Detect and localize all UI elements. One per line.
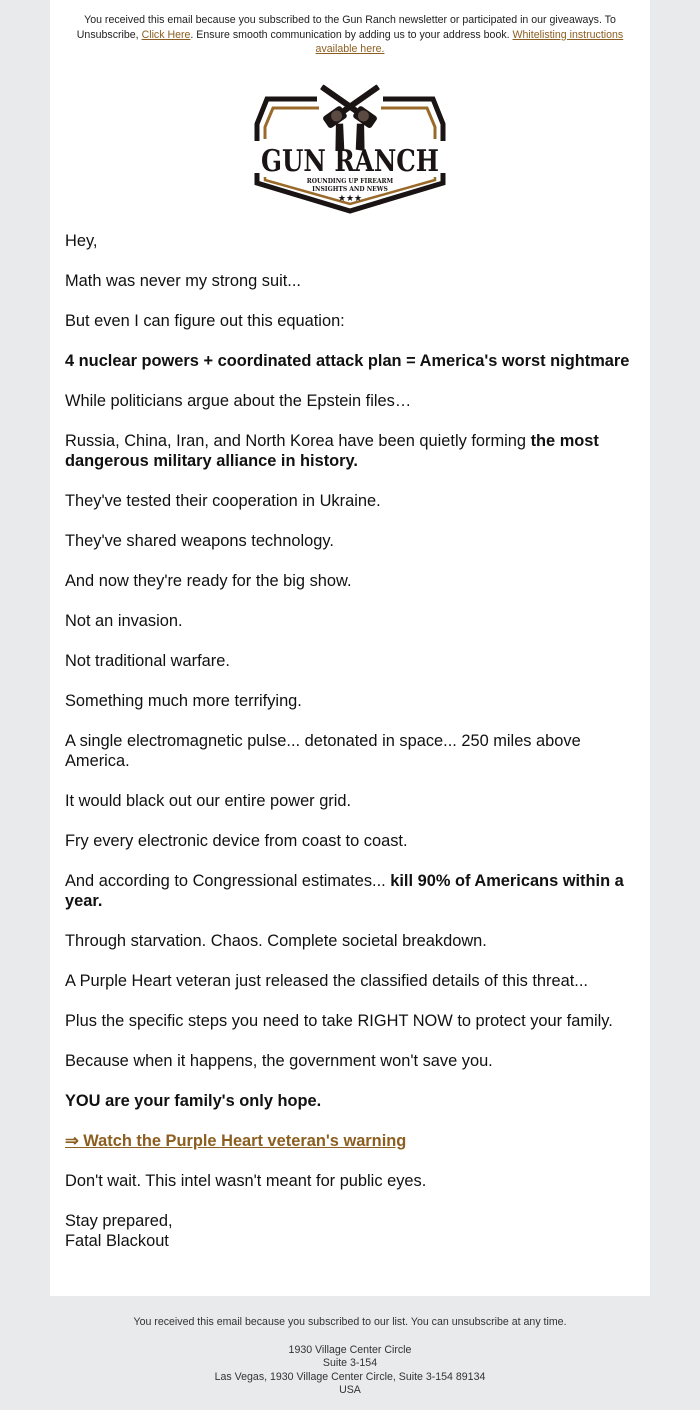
body-paragraph: Something much more terrifying.: [65, 691, 302, 710]
logo-tagline-2: INSIGHTS AND NEWS: [312, 185, 388, 193]
body-paragraph: [65, 871, 635, 911]
bold-text: 4 nuclear powers + coordinated attack plan = America's worst nightmare: [65, 351, 630, 370]
body-paragraph: Don't wait. This intel wasn't meant for public eyes.: [65, 1171, 427, 1190]
footer-unsubscribe-text: You received this email because you subscribed to our list. You can unsubscribe at any time.: [133, 1316, 567, 1328]
body-paragraph: [65, 1091, 635, 1111]
whitelisting-instructions-link[interactable]: Whitelisting instructions available here.: [315, 28, 624, 55]
body-paragraph: But even I can figure out this equation:: [65, 311, 345, 330]
footer-address-line: Las Vegas, 1930 Village Center Circle, Suite 3-154 89134: [214, 1370, 486, 1383]
bold-text: kill 90% of Americans within a year.: [65, 871, 624, 910]
body-paragraph: It would black out our entire power grid.: [65, 791, 352, 810]
body-paragraph: A single electromagnetic pulse... detonated in space... 250 miles above America.: [65, 731, 581, 770]
unsubscribe-link[interactable]: Click Here: [141, 28, 191, 41]
logo-title: GUN RANCH: [261, 143, 439, 179]
body-paragraph: Because when it happens, the government won't save you.: [65, 1051, 493, 1070]
body-paragraph: A Purple Heart veteran just released the classified details of this threat...: [65, 971, 588, 990]
signoff: [65, 1211, 635, 1251]
body-paragraph: Math was never my strong suit...: [65, 271, 301, 290]
footer-address-line: USA: [339, 1384, 361, 1396]
body-paragraph: [65, 431, 635, 471]
cta-paragraph: [65, 1131, 635, 1151]
body-paragraph: Plus the specific steps you need to take RIGHT NOW to protect your family.: [65, 1011, 613, 1030]
body-paragraph: And now they're ready for the big show.: [65, 571, 352, 590]
email-card: [50, 0, 650, 1296]
footer-address-line: Suite 3-154: [322, 1357, 378, 1369]
logo-stars: ★★★: [337, 193, 363, 204]
logo-tagline-1: ROUNDING UP FIREARM: [306, 177, 394, 185]
body-paragraph: Not traditional warfare.: [65, 651, 230, 670]
footer: [0, 1316, 700, 1398]
body-paragraph: They've tested their cooperation in Ukraine.: [65, 491, 381, 510]
body-paragraph: They've shared weapons technology.: [65, 531, 334, 550]
plain-text: And according to Congressional estimates...: [65, 871, 391, 890]
body-paragraph: While politicians argue about the Epstein files…: [65, 391, 412, 410]
preheader: [64, 13, 636, 57]
preheader-text-2: . Ensure smooth communication by adding us to your address book.: [190, 28, 513, 41]
signoff-line: Stay prepared,: [65, 1211, 173, 1230]
greeting: Hey,: [65, 231, 98, 250]
watch-warning-link[interactable]: ⇒ Watch the Purple Heart veteran's warning: [65, 1131, 407, 1150]
sender-name: Fatal Blackout: [65, 1231, 169, 1250]
footer-address-line: 1930 Village Center Circle: [288, 1343, 412, 1356]
frame-accent-left: [265, 108, 319, 139]
preheader-text-1: You received this email because you subscribed to the Gun Ranch newsletter or participated in our giveaways. To Unsubscribe,: [76, 14, 616, 41]
email-body: [50, 231, 650, 1251]
bold-text: the most dangerous military alliance in history.: [65, 431, 599, 470]
frame-accent-right: [381, 108, 435, 139]
equation-headline: [65, 351, 635, 371]
body-paragraph: Fry every electronic device from coast to coast.: [65, 831, 408, 850]
gun-ranch-logo: [255, 77, 445, 217]
plain-text: Russia, China, Iran, and North Korea have been quietly forming: [65, 431, 531, 450]
body-paragraph: Not an invasion.: [65, 611, 183, 630]
body-paragraph: Through starvation. Chaos. Complete societal breakdown.: [65, 931, 487, 950]
bold-text: YOU are your family's only hope.: [65, 1091, 322, 1110]
